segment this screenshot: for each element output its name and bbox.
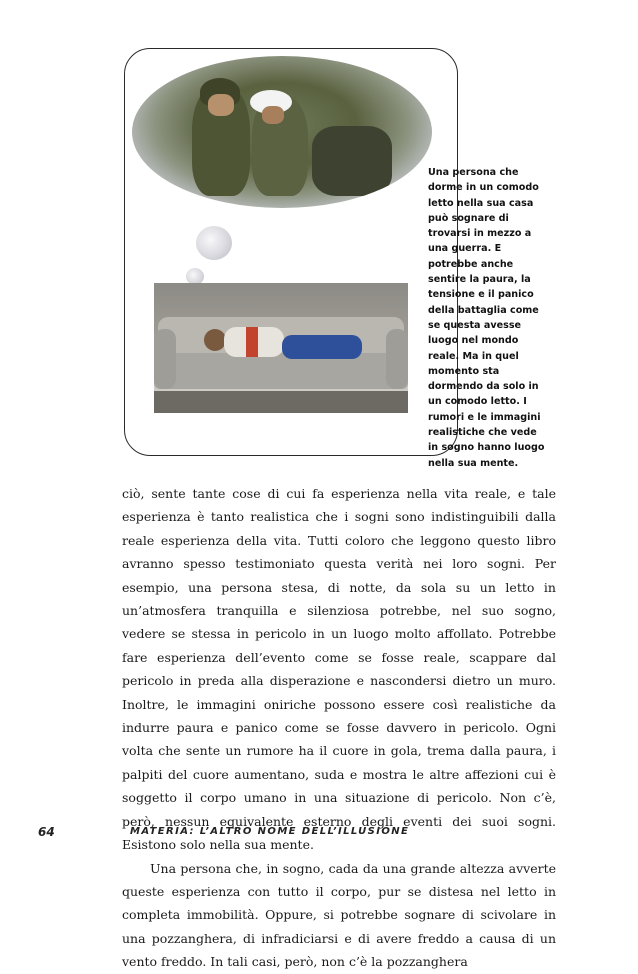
page-number: 64: [38, 825, 55, 839]
soldier-face: [262, 106, 284, 124]
sleeper-shirt-stripe: [246, 327, 258, 357]
sofa-arm: [154, 329, 176, 389]
body-text: [122, 482, 556, 974]
military-gear: [312, 126, 392, 196]
body-paragraph: ciò, sente tante cose di cui fa esperienza nella vita reale, e tale esperienza è tanto realistica che i sogni sono indistinguibili dalla reale esperienza della vita. Tutti coloro che leggono questo libro avranno spesso testimoniato questa verità nei loro sogni. Per esempio, una persona stesa, di notte, da sola su un letto in un’atmosfera tranquilla e silenziosa potrebbe, nel suo sogno, vedere se stessa in pericolo in un luogo molto affollato. Potrebbe fare esperienza dell’evento come se fosse reale, scappare dal pericolo in preda alla disperazione e nascondersi dietro un muro. Inoltre, le immagini oniriche possono essere così realistiche da indurre paura e panico come se fosse davvero in pericolo. Ogni volta che sente un rumore ha il cuore in gola, trema dalla paura, i palpiti del cuore aumentano, suda e mostra le altre affezioni cui è soggetto il corpo umano in una situazione di pericolo. Non c’è, però, nessun equivalente esterno degli eventi dei suoi sogni. Esistono solo nella sua mente.: [122, 486, 556, 853]
sleeping-man-photo: [154, 283, 408, 413]
sofa-arm: [386, 329, 408, 389]
sleeper-jeans: [282, 335, 362, 359]
body-paragraph: Una persona che, in sogno, cada da una grande altezza avverte queste esperienza con tutto il corpo, pur se distesa nel letto in completa immobilità. Oppure, si potrebbe sognare di scivolare in una pozzanghera, di infradiciarsi e di avere freddo a causa di un vento freddo. In tali casi, però, non c’è la pozzanghera: [122, 860, 556, 970]
illustration-caption: Una persona che dorme in un comodo letto nella sua casa può sognare di trovarsi in mezzo a una guerra. E potrebbe anche sentire la paura, la tensione e il panico della battaglia come se questa avesse luogo nel mondo reale. Ma in quel momento sta dormendo da solo in un comodo letto. I rumori e le immagini realistiche che vede in sogno hanno luogo nella sua mente.: [428, 167, 545, 469]
floor: [154, 391, 408, 413]
dream-cloud-image: [132, 56, 432, 208]
soldier-face: [208, 94, 234, 116]
running-title: MATERIA: L’ALTRO NOME DELL’ILLUSIONE: [130, 826, 410, 837]
sofa-seat: [154, 353, 408, 389]
thought-bubble: [196, 226, 232, 260]
sleeper-head: [204, 329, 226, 351]
